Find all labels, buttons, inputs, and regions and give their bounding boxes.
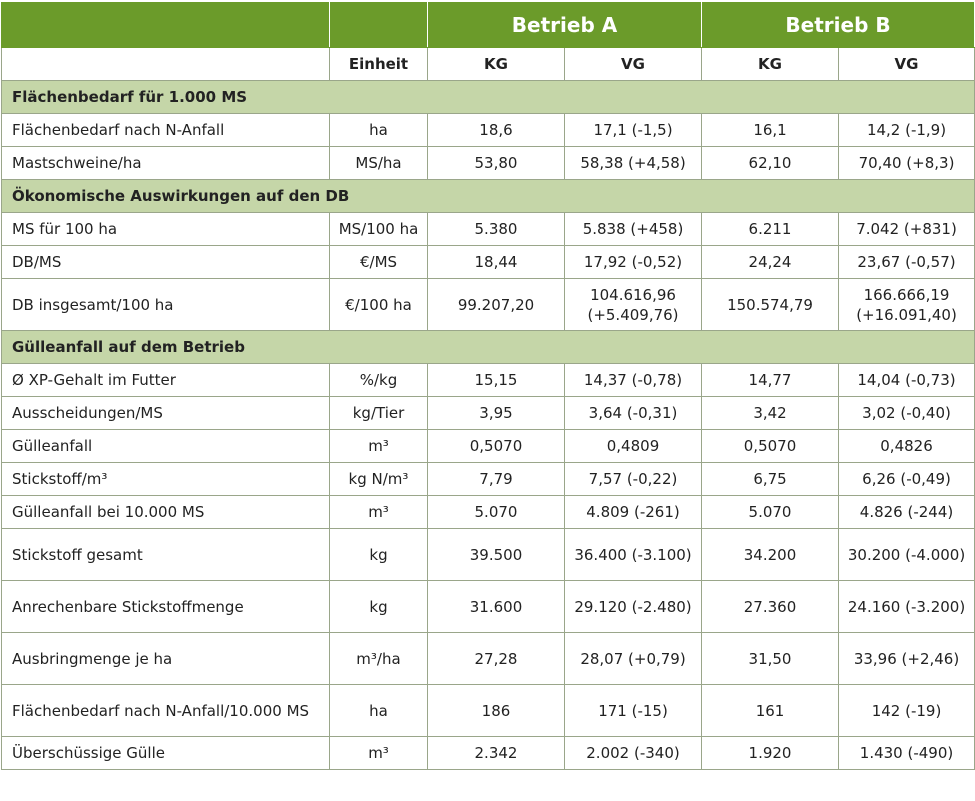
table-row xyxy=(2,213,975,246)
table-row xyxy=(2,364,975,397)
table-row xyxy=(2,633,975,685)
table-row xyxy=(2,496,975,529)
cell-a-vg: 171 (-15) xyxy=(565,685,702,737)
kg-a-header: KG xyxy=(428,48,565,81)
betrieb-b-header: Betrieb B xyxy=(702,2,975,48)
table-row xyxy=(2,246,975,279)
cell-b-kg: 31,50 xyxy=(702,633,839,685)
row-label: Ausscheidungen/MS xyxy=(2,397,330,430)
row-unit: MS/ha xyxy=(330,147,428,180)
row-label: Anrechenbare Stickstoffmenge xyxy=(2,581,330,633)
cell-b-kg: 27.360 xyxy=(702,581,839,633)
cell-b-vg: 30.200 (-4.000) xyxy=(839,529,975,581)
row-label: Ø XP-Gehalt im Futter xyxy=(2,364,330,397)
cell-b-kg: 150.574,79 xyxy=(702,279,839,331)
row-label: Stickstoff/m³ xyxy=(2,463,330,496)
cell-a-kg: 18,44 xyxy=(428,246,565,279)
table-row xyxy=(2,430,975,463)
row-unit: %/kg xyxy=(330,364,428,397)
cell-b-kg: 161 xyxy=(702,685,839,737)
row-label: MS für 100 ha xyxy=(2,213,330,246)
einheit-header: Einheit xyxy=(330,48,428,81)
table-row xyxy=(2,397,975,430)
cell-b-vg: 24.160 (-3.200) xyxy=(839,581,975,633)
section-header xyxy=(2,81,975,114)
cell-a-kg: 5.070 xyxy=(428,496,565,529)
comparison-table xyxy=(1,1,975,770)
row-unit: m³ xyxy=(330,737,428,770)
cell-b-kg: 14,77 xyxy=(702,364,839,397)
cell-a-kg: 27,28 xyxy=(428,633,565,685)
section-title: Gülleanfall auf dem Betrieb xyxy=(2,331,975,364)
cell-a-vg: 7,57 (-0,22) xyxy=(565,463,702,496)
cell-a-vg: 5.838 (+458) xyxy=(565,213,702,246)
section-title: Flächenbedarf für 1.000 MS xyxy=(2,81,975,114)
betrieb-a-header: Betrieb A xyxy=(428,2,702,48)
cell-a-vg: 36.400 (-3.100) xyxy=(565,529,702,581)
row-unit: m³/ha xyxy=(330,633,428,685)
cell-b-kg: 1.920 xyxy=(702,737,839,770)
cell-b-kg: 34.200 xyxy=(702,529,839,581)
cell-a-kg: 15,15 xyxy=(428,364,565,397)
cell-b-kg: 6,75 xyxy=(702,463,839,496)
row-label: DB insgesamt/100 ha xyxy=(2,279,330,331)
cell-a-vg: 14,37 (-0,78) xyxy=(565,364,702,397)
cell-a-kg: 18,6 xyxy=(428,114,565,147)
table-row xyxy=(2,529,975,581)
cell-a-vg: 4.809 (-261) xyxy=(565,496,702,529)
vg-b-header: VG xyxy=(839,48,975,81)
row-unit: ha xyxy=(330,685,428,737)
cell-a-kg: 2.342 xyxy=(428,737,565,770)
cell-b-kg: 6.211 xyxy=(702,213,839,246)
cell-b-kg: 24,24 xyxy=(702,246,839,279)
cell-b-vg: 6,26 (-0,49) xyxy=(839,463,975,496)
cell-b-vg: 14,2 (-1,9) xyxy=(839,114,975,147)
row-unit: kg xyxy=(330,529,428,581)
row-label: Flächenbedarf nach N-Anfall xyxy=(2,114,330,147)
row-label: Gülleanfall xyxy=(2,430,330,463)
cell-a-kg: 99.207,20 xyxy=(428,279,565,331)
cell-a-kg: 53,80 xyxy=(428,147,565,180)
empty-column-header xyxy=(2,48,330,81)
cell-b-kg: 3,42 xyxy=(702,397,839,430)
cell-a-vg: 17,92 (-0,52) xyxy=(565,246,702,279)
table-row xyxy=(2,147,975,180)
row-unit: kg/Tier xyxy=(330,397,428,430)
cell-b-kg: 0,5070 xyxy=(702,430,839,463)
cell-b-kg: 16,1 xyxy=(702,114,839,147)
cell-a-kg: 3,95 xyxy=(428,397,565,430)
cell-b-vg: 166.666,19 (+16.091,40) xyxy=(839,279,975,331)
table-row xyxy=(2,737,975,770)
vg-a-header: VG xyxy=(565,48,702,81)
cell-a-kg: 0,5070 xyxy=(428,430,565,463)
row-label: Ausbringmenge je ha xyxy=(2,633,330,685)
cell-a-kg: 186 xyxy=(428,685,565,737)
column-header-row xyxy=(2,48,975,81)
cell-b-vg: 70,40 (+8,3) xyxy=(839,147,975,180)
row-unit: kg N/m³ xyxy=(330,463,428,496)
cell-a-vg: 28,07 (+0,79) xyxy=(565,633,702,685)
cell-b-vg: 3,02 (-0,40) xyxy=(839,397,975,430)
cell-b-vg: 142 (-19) xyxy=(839,685,975,737)
cell-b-vg: 1.430 (-490) xyxy=(839,737,975,770)
row-unit: ha xyxy=(330,114,428,147)
empty-header-cell xyxy=(330,2,428,48)
cell-b-vg: 0,4826 xyxy=(839,430,975,463)
empty-header-cell xyxy=(2,2,330,48)
cell-b-vg: 7.042 (+831) xyxy=(839,213,975,246)
cell-b-vg: 4.826 (-244) xyxy=(839,496,975,529)
table-row xyxy=(2,114,975,147)
cell-a-vg: 0,4809 xyxy=(565,430,702,463)
table-row xyxy=(2,463,975,496)
row-label: Überschüssige Gülle xyxy=(2,737,330,770)
cell-a-kg: 31.600 xyxy=(428,581,565,633)
cell-b-vg: 14,04 (-0,73) xyxy=(839,364,975,397)
row-unit: €/100 ha xyxy=(330,279,428,331)
cell-b-kg: 62,10 xyxy=(702,147,839,180)
cell-a-vg: 2.002 (-340) xyxy=(565,737,702,770)
cell-b-vg: 23,67 (-0,57) xyxy=(839,246,975,279)
row-label: Mastschweine/ha xyxy=(2,147,330,180)
kg-b-header: KG xyxy=(702,48,839,81)
section-header xyxy=(2,180,975,213)
table-row xyxy=(2,581,975,633)
cell-b-vg: 33,96 (+2,46) xyxy=(839,633,975,685)
cell-a-vg: 17,1 (-1,5) xyxy=(565,114,702,147)
cell-a-vg: 29.120 (-2.480) xyxy=(565,581,702,633)
farm-header-row xyxy=(2,2,975,48)
row-label: Gülleanfall bei 10.000 MS xyxy=(2,496,330,529)
cell-a-kg: 5.380 xyxy=(428,213,565,246)
row-label: Stickstoff gesamt xyxy=(2,529,330,581)
row-unit: €/MS xyxy=(330,246,428,279)
cell-a-vg: 104.616,96 (+5.409,76) xyxy=(565,279,702,331)
row-label: Flächenbedarf nach N-Anfall/10.000 MS xyxy=(2,685,330,737)
row-unit: m³ xyxy=(330,496,428,529)
table-row xyxy=(2,685,975,737)
cell-a-kg: 39.500 xyxy=(428,529,565,581)
row-unit: MS/100 ha xyxy=(330,213,428,246)
row-unit: kg xyxy=(330,581,428,633)
section-title: Ökonomische Auswirkungen auf den DB xyxy=(2,180,975,213)
section-header xyxy=(2,331,975,364)
cell-b-kg: 5.070 xyxy=(702,496,839,529)
table-row xyxy=(2,279,975,331)
cell-a-vg: 3,64 (-0,31) xyxy=(565,397,702,430)
cell-a-vg: 58,38 (+4,58) xyxy=(565,147,702,180)
row-label: DB/MS xyxy=(2,246,330,279)
cell-a-kg: 7,79 xyxy=(428,463,565,496)
row-unit: m³ xyxy=(330,430,428,463)
